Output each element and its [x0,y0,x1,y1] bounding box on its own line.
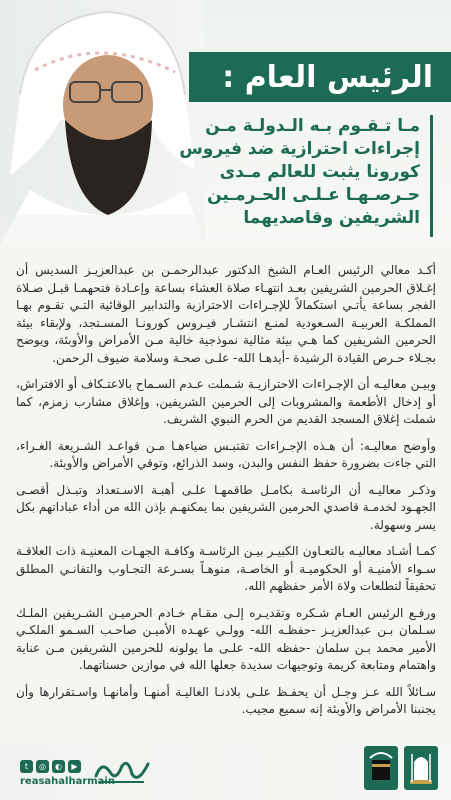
title-banner [189,52,451,102]
paragraph: أكـد معالي الرئيس العـام الشيخ الدكتور عبدالرحمـن بن عبدالعزيـز السديس أن إغـلاق الحرمين الشريفين بعـد انتهـاء صلاة العشاء بساعة وإعـادة فتحهمـا قبـل صـلاة الفجر بساعة يأتـي استكمالاً للإجـراءات الاحترازية والتدابير الوقائية التـي تقـوم بهـا المملكـة العربيـة السـعودية لمنـع انتشـار فيـروس كورونـا المسـتجد، ولإبقاء بيئة الحرمين الشريفين كما هـي بيئة مثالية نموذجية خالية مـن الأمراض والأوبئة، ويوضح بجـلاء حـرص القيادة الرشيدة -أيدهـا الله- علـى صحـة وسلامة ضيوف الرحمن. [16,263,436,365]
youtube-icon[interactable]: ▶ [68,760,81,773]
paragraph: وبيـن معاليـه أن الإجـراءات الاحترازيـة شـملت عـدم السـماح بالاعتـكاف أو الافتراش، أو إدخال الأطعمة والمشروبات إلى الحرمين الشريفين، وإغلاق مشارب زمزم، كما شملت إغلاق المسجد القديم من الحرم النبوي الشريف. [16,377,436,426]
page-title: الرئيس العام : [222,59,433,95]
headline-line: كورونا يثبت للعالم مـدى [219,162,420,182]
paragraph: وأوضح معاليـه: أن هـذه الإجـراءات تقتبـس ضياءهـا مـن قواعـد الشـريعة الغـراء، التي جاءت بضرورة حفظ النفس والبدن، وسد الذرائع، وتوقي الأمراض والأوبئة. [16,438,436,470]
handle-label: reasahalharmain [20,776,115,787]
instagram-icon[interactable]: ◎ [36,760,49,773]
headline [179,115,433,237]
snapchat-icon[interactable]: ◐ [52,760,65,773]
headline-line: الشريفين وقاصديهما [243,208,420,228]
article-body [16,262,436,728]
headline-line: حـرصـهـا عـلـى الحـرمـين [207,185,420,205]
header [0,0,451,245]
paragraph: كمـا أشـاد معاليـه بالتعـاون الكبيـر بيـن الرئاسـة وكافـة الجهـات المعنيـة ذات العلاقـة سـواء الأمنيـة أو الحكوميـة أو الخاصـة، منوهـاً بسـرعة التجـاوب والتفانـي المطلق تحقيقاً لتطلعات ولاة الأمر حفظهم الله. [16,544,436,593]
paragraph: وذكـر معاليـه أن الرئاسـة بكامـل طاقمهـا علـى أهبـة الاسـتعداد وتبـذل أقصـى الجهـود لخدمـة قاصدي الحرمين الشريفين بما يمكنهـم بإذن الله من أداء عباداتهم بكل يسر وسهولة. [16,482,436,532]
presidency-logo [362,742,442,794]
paragraph: سـائلاً الله عـز وجـل أن يحفـظ علـى بلادنـا الغاليـة أمنهـا وأمانهـا واسـتقرارها وأن يجنبنا الأمراض والأوبئة إنه سميع مجيب. [16,684,436,716]
portrait-image [0,0,205,245]
headline-line: إجراءات احترازية ضد فيروس [179,139,420,159]
social-icons [20,760,81,773]
headline-line: مـا تـقـوم بـه الـدولـة مـن [205,116,420,136]
paragraph: ورفـع الرئيس العـام شـكره وتقديـره إلـى مقـام خـادم الحرميـن الشـريفين الملـك سـلمان بـن عبدالعزيـز -حفظـه الله- وولـي عهـده الأميـن صاحـب السـمو الملكـي الأمير محمد بـن سلمان -حفظه الله- علـى ما يولونه للحرمين الشريفين مـن عناية واهتمام ومتابعة كريمة وتوجيهات سديدة جعلها الله في موازين حسناتهما. [16,605,436,672]
twitter-icon[interactable]: t [20,760,33,773]
calligraphy-logo [92,754,152,786]
